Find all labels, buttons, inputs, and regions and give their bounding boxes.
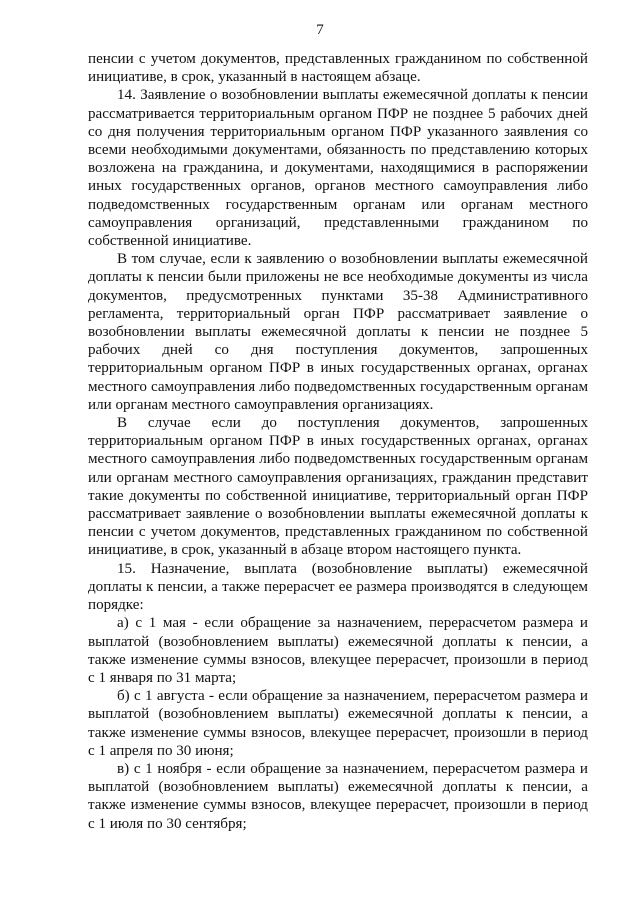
paragraph: В том случае, если к заявлению о возобновлении выплаты ежемесячной доплаты к пенсии были приложены не все необходимые документы из числа документов, предусмотренных пунктами 35-38 Административного регламента, территориальный орган ПФР рассматривает заявление о возобновлении выплаты ежемесячной доплаты к пенсии не позднее 5 рабочих дней со дня поступления документов, запрошенных территориальным органом ПФР в иных государственных органах, органах местного самоуправления либо подведомственных государственным органам или органам местного самоуправления организациях. <box>88 251 588 413</box>
paragraph: В случае если до поступления документов, запрошенных территориальным органом ПФР в иных государственных органах, органах местного самоуправления либо подведомственных государственным органам или органам местного самоуправления организациях, гражданин представит такие документы по собственной инициативе, территориальный орган ПФР рассматривает заявление о возобновлении выплаты ежемесячной доплаты к пенсии с учетом документов, представленных гражданином по собственной инициативе, в срок, указанный в абзаце втором настоящего пункта. <box>88 415 588 559</box>
paragraph-item-15: 15. Назначение, выплата (возобновление выплаты) ежемесячной доплаты к пенсии, а также перерасчет ее размера производятся в следующем порядке: <box>88 560 588 614</box>
paragraph-item-14: 14. Заявление о возобновлении выплаты ежемесячной доплаты к пенсии рассматривается территориальным органом ПФР не позднее 5 рабочих дней со дня получения территориальным органом ПФР указанного заявления со всеми необходимыми документами, обязанность по представлению которых возложена на гражданина, и документами, находящимися в распоряжении иных государственных органов, органов местного самоуправления либо подведомственных государственным органам или органам местного самоуправления организаций, представленными гражданином по собственной инициативе. <box>88 87 588 250</box>
page-number: 7 <box>316 22 324 38</box>
list-item-a: а) с 1 мая - если обращение за назначением, перерасчетом размера и выплатой (возобновлением выплаты) ежемесячной доплаты к пенсии, а также изменение суммы взносов, влекущее перерасчет, произошли в период с 1 января по 31 марта; <box>88 615 588 686</box>
list-item-b: б) с 1 августа - если обращение за назначением, перерасчетом размера и выплатой (возобновлением выплаты) ежемесячной доплаты к пенсии, а также изменение суммы взносов, влекущее перерасчет, произошли в период с 1 апреля по 30 июня; <box>88 688 588 759</box>
paragraph-continuation: пенсии с учетом документов, представленных гражданином по собственной инициативе, в срок, указанный в настоящем абзаце. <box>88 51 588 86</box>
document-body <box>88 50 588 833</box>
list-item-v: в) с 1 ноября - если обращение за назначением, перерасчетом размера и выплатой (возобновлением выплаты) ежемесячной доплаты к пенсии, а также изменение суммы взносов, влекущее перерасчет, произошли в период с 1 июля по 30 сентября; <box>88 760 588 832</box>
